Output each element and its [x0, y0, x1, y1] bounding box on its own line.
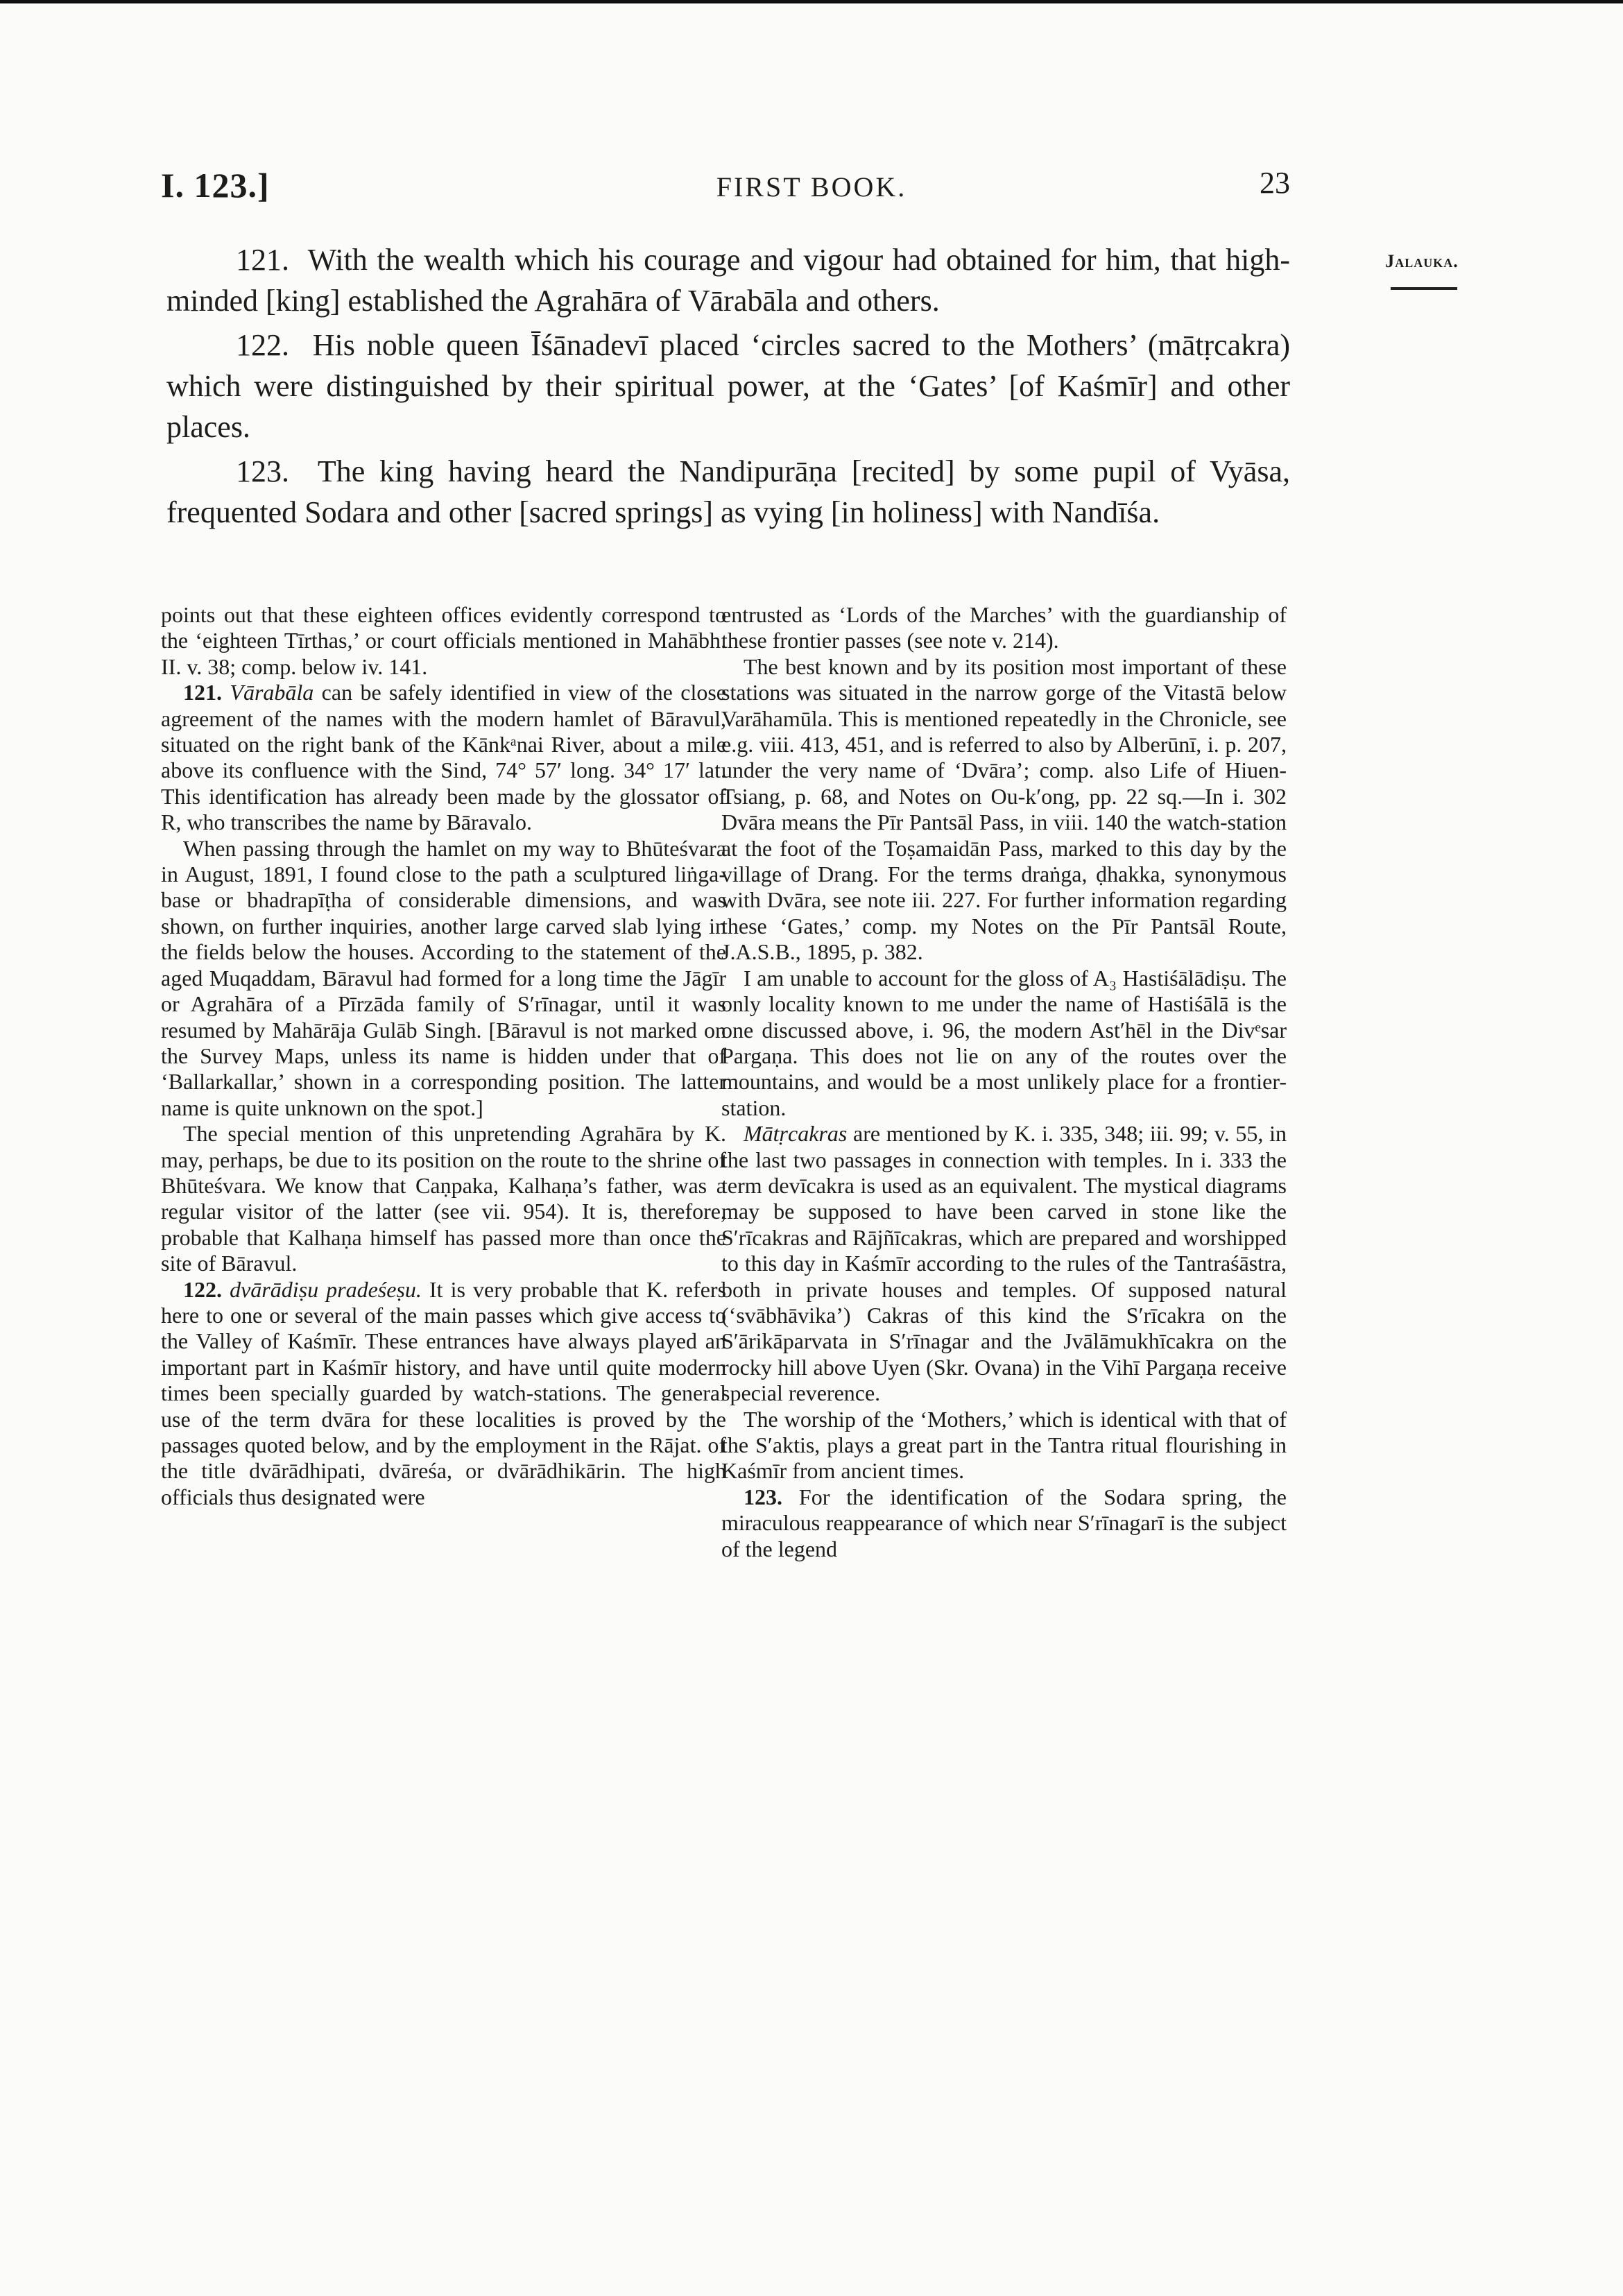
note-text: points out that these eighteen offices evidently correspond to the ‘eighteen Tīrthas,’ or court officials mentioned in Mahābh. II. v. 38; comp. below iv. 141.: [161, 602, 726, 679]
note-paragraph: [721, 1484, 1287, 1562]
verse-block: [166, 239, 1290, 536]
verse-122: [166, 325, 1290, 447]
verse-number: 121.: [236, 243, 289, 277]
note-text: entrusted as ‘Lords of the Marches’ with the guardianship of these frontier passes (see note v. 214).: [721, 602, 1287, 653]
margin-note: Jalauka.: [1385, 251, 1459, 271]
note-text: When passing through the hamlet on my way to Bhūteśvara in August, 1891, I found close to the path a sculptured liṅga-base or bhadrapīṭha of considerable dimensions, and was shown, on further inquiries, another large carved slab lying in the fields below the houses. According to the statement of the aged Muqaddam, Bāravul had formed for a long time the Jāgīr or Agrahāra of a Pīrzāda family of S′rīnagar, until it was resumed by Mahārāja Gulāb Singh. [Bāravul is not marked on the Survey Maps, unless its name is hidden under that of ‘Ballarkallar,’ shown in a corresponding position. The latter name is quite unknown on the spot.]: [161, 835, 726, 1120]
note-paragraph: [161, 1277, 726, 1511]
top-border: [0, 0, 1623, 3]
note-number: 121.: [183, 680, 222, 705]
page-number: 23: [1260, 166, 1290, 200]
note-number: 122.: [183, 1276, 222, 1302]
note-text: I am unable to account for the gloss of A₃ Hastiśālādiṣu. The only locality known to me under the name of Hastiśālā is the one discussed above, i. 96, the modern Ast′hēl in the Divᵉsar Pargaṇa. This does not lie on any of the routes over the mountains, and would be a most unlikely place for a frontier-station.: [721, 965, 1287, 1120]
verse-text: With the wealth which his courage and vigour had obtained for him, that high-minded [king] established the Agrahāra of Vārabāla and others.: [166, 243, 1290, 318]
verse-number: 123.: [236, 454, 289, 488]
verse-text: The king having heard the Nandipurāṇa [recited] by some pupil of Vyāsa, frequented Sodara and other [sacred springs] as vying [in holiness] with Nandīśa.: [166, 454, 1290, 529]
note-number: 123.: [744, 1484, 782, 1509]
note-paragraph: [721, 654, 1287, 966]
note-text: can be safely identified in view of the close agreement of the names with the modern hamlet of Bāravul, situated on the right bank of the Kānkᵃnai River, about a mile above its confluence with the Sind, 74° 57′ long. 34° 17′ lat. This identification has already been made by the glossator of R, who transcribes the name by Bāravalo.: [161, 680, 727, 835]
note-text: It is very probable that K. refers here to one or several of the main passes which give access to the Valley of Kaśmīr. These entrances have always played an important part in Kaśmīr history, and have until quite modern times been specially guarded by watch-stations. The general use of the term dvāra for these localities is proved by the passages quoted below, and by the employment in the Rājat. of the title dvārādhipati, dvāreśa, or dvārādhikārin. The high officials thus designated were: [161, 1276, 727, 1509]
note-paragraph: [721, 602, 1287, 654]
notes-column-right: [721, 602, 1287, 1562]
verse-121: [166, 239, 1290, 321]
note-paragraph: [161, 602, 726, 680]
note-paragraph: [161, 680, 726, 835]
note-lemma: dvārādiṣu pradeśeṣu.: [230, 1276, 422, 1302]
section-reference: I. 123.]: [161, 166, 270, 205]
note-text: The worship of the ‘Mothers,’ which is identical with that of the S′aktis, plays a great part in the Tantra ritual flourishing in Kaśmīr from ancient times.: [721, 1406, 1287, 1484]
note-text: are mentioned by K. i. 335, 348; iii. 99; v. 55, in the last two passages in connection with temples. In i. 333 the term devīcakra is used as an equivalent. The mystical diagrams may be supposed to have been carved in stone like the S′rīcakras and Rājñīcakras, which are prepared and worshipped to this day in Kaśmīr according to the rules of the Tantraśāstra, both in private houses and temples. Of supposed natural (‘svābhāvika’) Cakras of this kind the S′rīcakra on the S′ārikāparvata in S′rīnagar and the Jvālāmukhīcakra on the rocky hill above Uyen (Skr. Ovana) in the Vihī Pargaṇa receive special reverence.: [721, 1121, 1287, 1406]
note-text: For the identification of the Sodara spring, the miraculous reappearance of which near S′rīnagarī is the subject of the legend: [721, 1484, 1287, 1561]
verse-text: His noble queen Īśānadevī placed ‘circles sacred to the Mothers’ (mātṛcakra) which were distinguished by their spiritual power, at the ‘Gates’ [of Kaśmīr] and other places.: [166, 328, 1291, 444]
note-paragraph: [721, 966, 1287, 1121]
page-title: FIRST BOOK.: [716, 171, 907, 203]
note-text: The best known and by its position most important of these stations was situated in the narrow gorge of the Vitastā below Varāhamūla. This is mentioned repeatedly in the Chronicle, see e.g. viii. 413, 451, and is referred to also by Alberūnī, i. p. 207, under the very name of ‘Dvāra’; comp. also Life of Hiuen-Tsiang, p. 68, and Notes on Ou-k′ong, pp. 22 sq.—In i. 302 Dvāra means the Pīr Pantsāl Pass, in viii. 140 the watch-station at the foot of the Toṣamaidān Pass, marked to this day by the village of Drang. For the terms draṅga, ḍhakka, synonymous with Dvāra, see note iii. 227. For further information regarding these ‘Gates,’ comp. my Notes on the Pīr Pantsāl Route, J.A.S.B., 1895, p. 382.: [721, 653, 1287, 965]
notes-column-left: [161, 602, 726, 1510]
note-paragraph: [161, 836, 726, 1121]
note-paragraph: [721, 1407, 1287, 1484]
note-paragraph: [161, 1121, 726, 1276]
verse-123: [166, 451, 1290, 533]
note-text: The special mention of this unpretending Agrahāra by K. may, perhaps, be due to its position on the route to the shrine of Bhūteśvara. We know that Caṇpaka, Kalhaṇa’s father, was a regular visitor of the latter (see vii. 954). It is, therefore, probable that Kalhaṇa himself has passed more than once the site of Bāravul.: [161, 1121, 726, 1276]
note-lemma: Vārabāla: [230, 680, 314, 705]
note-paragraph: [721, 1121, 1287, 1406]
note-lemma: Mātṛcakras: [744, 1121, 848, 1147]
margin-rule: [1391, 287, 1457, 290]
verse-number: 122.: [236, 328, 289, 362]
